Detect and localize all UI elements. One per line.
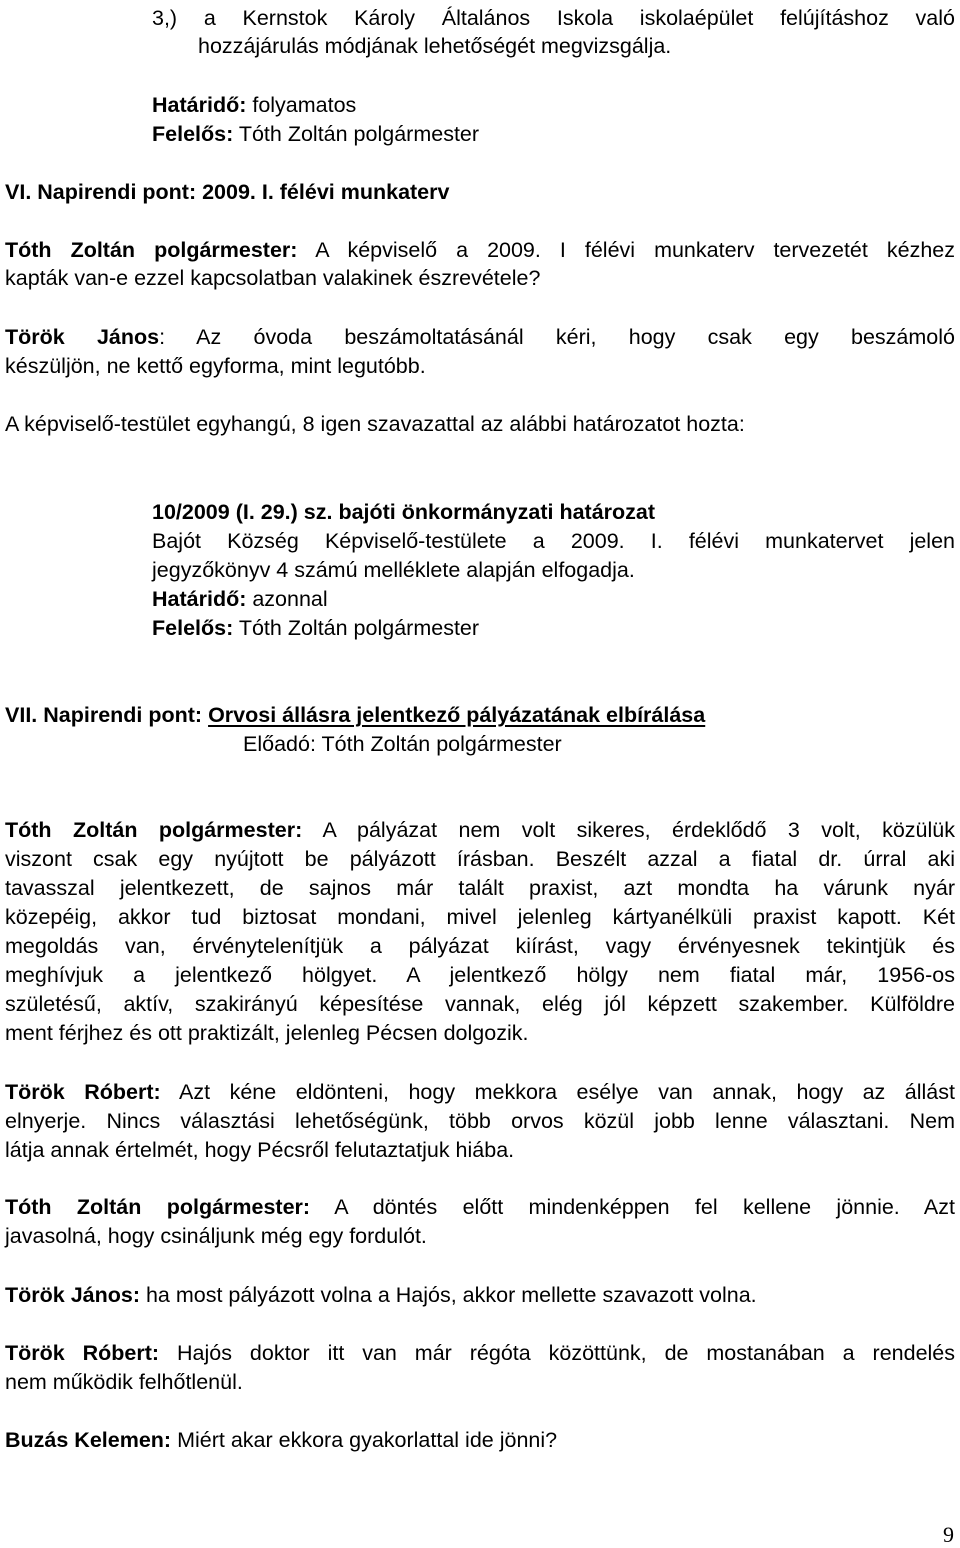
resolution-title: 10/2009 (I. 29.) sz. bajóti önkormányzati határozat [152, 500, 656, 524]
p2-text: : Az óvoda beszámoltatásánál kéri, hogy csak egy beszámoló [159, 325, 955, 349]
page-number: 9 [943, 1522, 954, 1547]
p6-text: ha most pályázott volna a Hajós, akkor mellette szavazott volna. [140, 1283, 757, 1307]
speaker: Török Róbert: [5, 1080, 161, 1104]
p2-line1 [5, 327, 955, 349]
p3-text: A pályázat nem volt sikeres, érdeklődő 3 volt, közülük [302, 818, 955, 842]
p3-line5: megoldás van, érvénytelenítjük a pályázat kiírást, vagy érvényesnek tekintjük és [5, 934, 955, 958]
p3-line6: meghívjuk a jelentkező hölgyet. A jelentkező hölgy nem fiatal már, 1956-os [5, 963, 955, 987]
speaker: Tóth Zoltán polgármester: [5, 818, 303, 842]
deadline-label: Határidő: [152, 93, 247, 117]
p2-line2: készüljön, ne kettő egyforma, mint legutóbb. [5, 354, 426, 378]
p7-line1 [5, 1343, 955, 1365]
p3-line8: ment férjhez és ott praktizált, jelenleg Pécsen dolgozik. [5, 1021, 529, 1045]
p5-line1 [5, 1197, 955, 1219]
deadline-value: folyamatos [246, 93, 357, 117]
speaker: Török Róbert: [5, 1341, 160, 1365]
p1-text: A képviselő a 2009. I félévi munkaterv tervezetét kézhez [297, 238, 955, 262]
resolution-line1: Bajót Község Képviselő-testülete a 2009. I. félévi munkatervet jelen [152, 529, 955, 553]
deadline-value: azonnal [246, 587, 328, 611]
responsible-value: Tóth Zoltán polgármester [233, 122, 480, 146]
deadline-1 [152, 95, 356, 117]
p5-line2: javasolná, hogy csináljunk még egy fordulót. [5, 1224, 427, 1248]
p5-text: A döntés előtt mindenképpen fel kellene jönnie. Azt [310, 1195, 955, 1219]
p1-line1 [5, 240, 955, 262]
p4-line2: elnyerje. Nincs választási lehetőségünk, több orvos közül jobb lenne választani. Nem [5, 1109, 955, 1133]
p3-line4: közepéig, akkor tud biztosat mondani, mivel jelenleg kártyanélküli praxist kapott. Két [5, 905, 955, 929]
responsible-value: Tóth Zoltán polgármester [233, 616, 480, 640]
p4-line1 [5, 1082, 955, 1104]
p3-line3: tavasszal jelentkezett, de sajnos már talált praxist, azt mondta ha várunk nyár [5, 876, 955, 900]
resolution-deadline [152, 589, 328, 611]
p1-line2: kapták van-e ezzel kapcsolatban valakinek észrevétele? [5, 266, 541, 290]
p3-line2: viszont csak egy nyújtott be pályázott írásban. Beszélt azzal a fiatal dr. úrral aki [5, 847, 955, 871]
p3-line7: születésű, aktív, szakirányú képesítése vannak, elég jól képzett szakember. Külföldre [5, 992, 955, 1016]
p7-line2: nem működik felhőtlenül. [5, 1370, 243, 1394]
deadline-label: Határidő: [152, 587, 247, 611]
p4-line3: látja annak értelmét, hogy Pécsről felutaztatjuk hiába. [5, 1138, 515, 1162]
agenda-7-prefix: VII. Napirendi pont: [5, 703, 209, 727]
speaker: Tóth Zoltán polgármester: [5, 1195, 311, 1219]
item3-line2: hozzájárulás módjának lehetőségét megvizsgálja. [198, 34, 672, 58]
p7-text: Hajós doktor itt van már régóta közöttünk, de mostanában a rendelés [159, 1341, 956, 1365]
p3-line1 [5, 820, 955, 842]
speaker: Tóth Zoltán polgármester: [5, 238, 298, 262]
agenda-6-heading: VI. Napirendi pont: 2009. I. félévi munkaterv [5, 180, 450, 204]
agenda-7-title: Orvosi állásra jelentkező pályázatának elbírálása [208, 703, 706, 727]
speaker: Török János [5, 325, 160, 349]
responsible-label: Felelős: [152, 616, 234, 640]
agenda-7-heading [5, 705, 705, 727]
p6-line1 [5, 1285, 757, 1307]
speaker: Török János: [5, 1283, 140, 1307]
agenda-7-presenter: Előadó: Tóth Zoltán polgármester [243, 732, 562, 756]
speaker: Buzás Kelemen: [5, 1428, 172, 1452]
responsible-1 [152, 124, 479, 146]
p8-text: Miért akar ekkora gyakorlattal ide jönni? [171, 1428, 558, 1452]
p8-line1 [5, 1430, 557, 1452]
resolution-responsible [152, 618, 479, 640]
item3-line1: 3,) a Kernstok Károly Általános Iskola iskolaépület felújításhoz való [152, 6, 955, 30]
responsible-label: Felelős: [152, 122, 234, 146]
vote-statement: A képviselő-testület egyhangú, 8 igen szavazattal az alábbi határozatot hozta: [5, 412, 745, 436]
resolution-line2: jegyzőkönyv 4 számú melléklete alapján elfogadja. [152, 558, 635, 582]
p4-text: Azt kéne eldönteni, hogy mekkora esélye van annak, hogy az állást [160, 1080, 955, 1104]
